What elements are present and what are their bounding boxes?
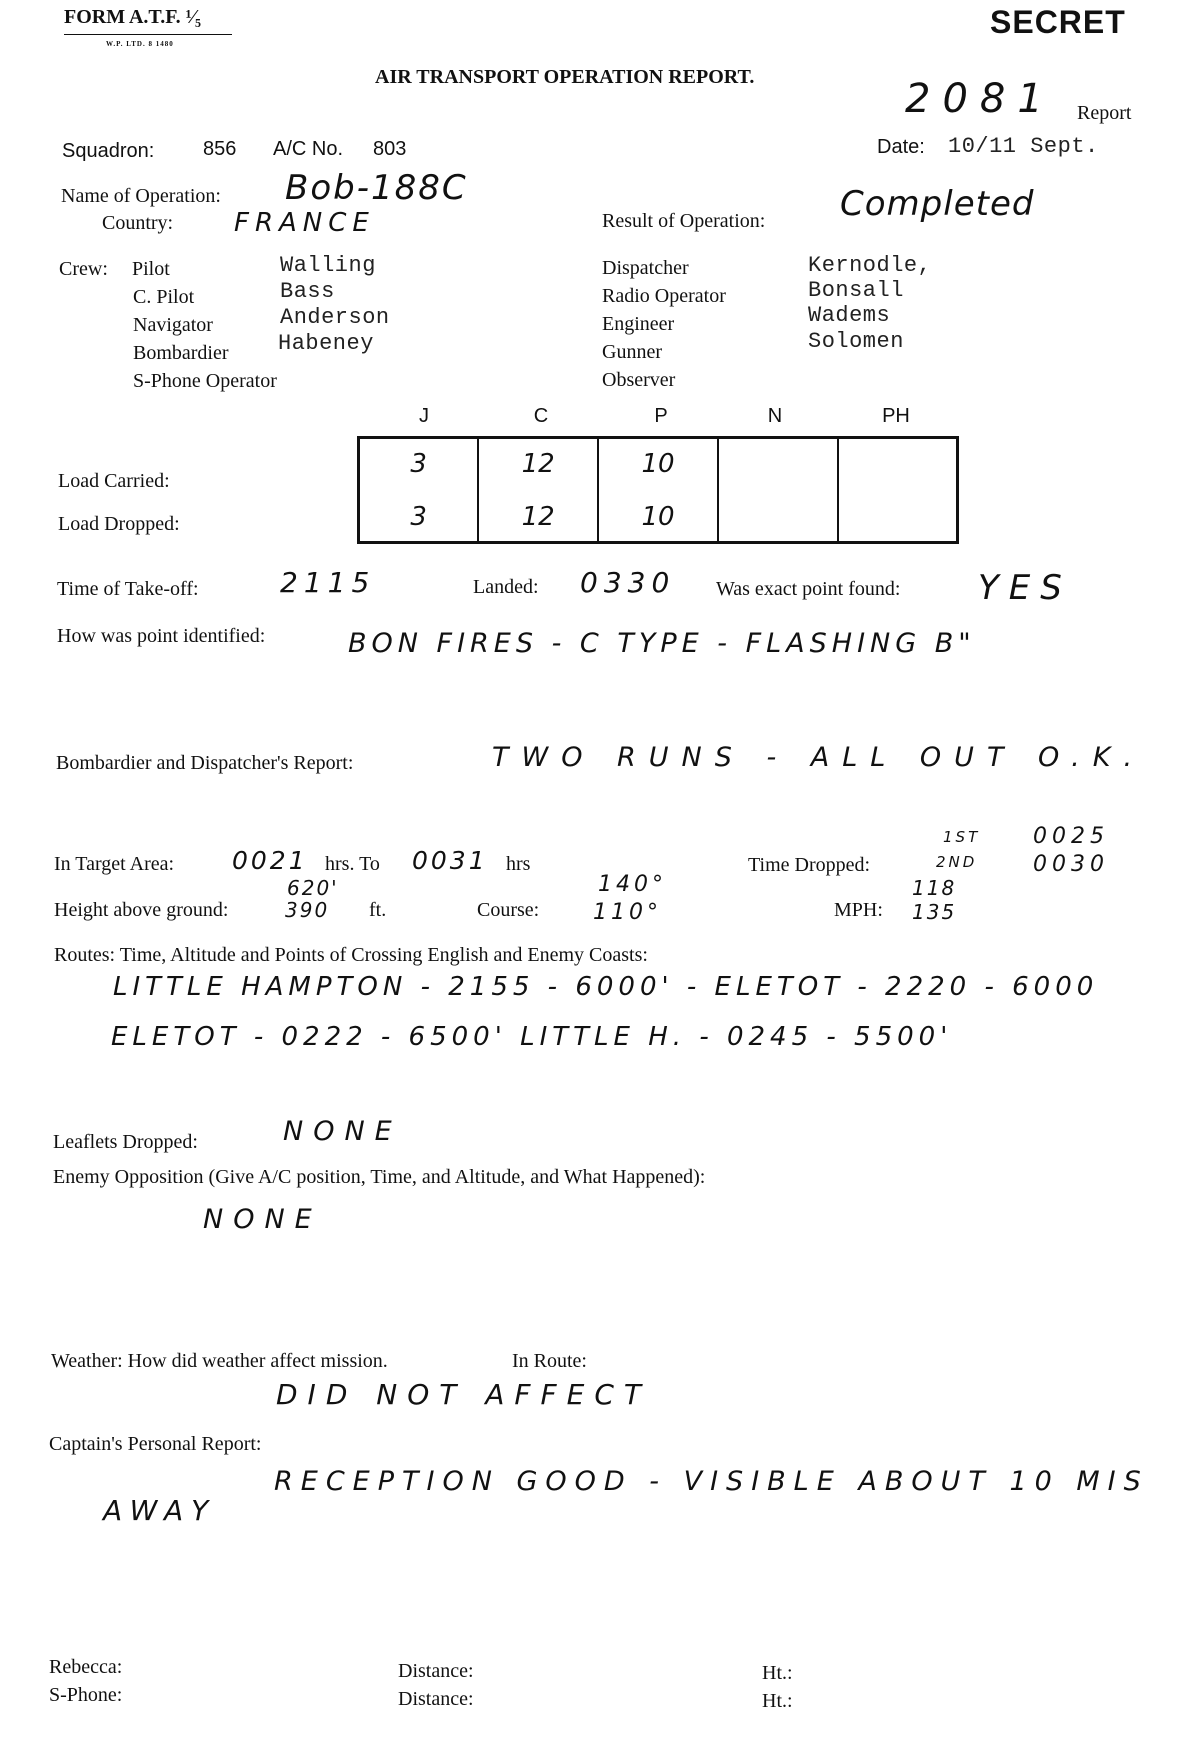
load-cell-ph bbox=[838, 438, 958, 543]
captain-report-line-2: AWAY bbox=[103, 1494, 217, 1527]
load-dropped-ph bbox=[839, 489, 956, 539]
takeoff-label: Time of Take-off: bbox=[57, 578, 199, 600]
crew-name-radio: Bonsall bbox=[808, 278, 904, 303]
load-col-n: N bbox=[767, 405, 783, 427]
form-printer-mark: W.P. LTD. 8 1480 bbox=[106, 40, 174, 48]
load-dropped-label: Load Dropped: bbox=[58, 513, 180, 535]
mph-label: MPH: bbox=[834, 899, 883, 921]
load-carried-n bbox=[719, 439, 837, 489]
crew-label: Crew: bbox=[59, 258, 108, 280]
crew-name-dispatcher: Kernodle, bbox=[808, 253, 932, 278]
ac-number-value: 803 bbox=[373, 138, 407, 160]
course-value-1: 140° bbox=[598, 872, 667, 897]
crew-name-gunner: Solomen bbox=[808, 329, 904, 354]
enemy-opposition-label: Enemy Opposition (Give A/C position, Time, and Altitude, and What Happened): bbox=[53, 1166, 706, 1188]
target-hrs-label: hrs bbox=[506, 853, 531, 875]
weather-value: DID NOT AFFECT bbox=[276, 1378, 651, 1411]
report-number: 2081 bbox=[905, 76, 1055, 122]
load-carried-c: 12 bbox=[521, 449, 555, 479]
load-dropped-n bbox=[719, 489, 837, 539]
target-area-label: In Target Area: bbox=[54, 853, 175, 875]
captain-report-label: Captain's Personal Report: bbox=[49, 1433, 262, 1455]
weather-label: Weather: How did weather affect mission. bbox=[51, 1350, 388, 1372]
load-carried-label: Load Carried: bbox=[58, 470, 170, 492]
crew-role-pilot: Pilot bbox=[132, 258, 170, 280]
crew-name-navigator: Anderson bbox=[280, 305, 390, 330]
crew-role-gunner: Gunner bbox=[602, 341, 662, 363]
crew-role-copilot: C. Pilot bbox=[133, 286, 195, 308]
bombardier-report-label: Bombardier and Dispatcher's Report: bbox=[56, 752, 354, 774]
date-value: 10/11 Sept. bbox=[948, 134, 1099, 159]
crew-name-copilot: Bass bbox=[280, 279, 335, 304]
routes-line-2: ELETOT - 0222 - 6500' LITTLE H. - 0245 - 5500' bbox=[111, 1022, 953, 1052]
ac-number-label: A/C No. bbox=[273, 138, 344, 160]
report-label: Report bbox=[1077, 102, 1132, 124]
drop2-time: 0030 bbox=[1033, 852, 1109, 877]
classification-mark: SECRET bbox=[990, 4, 1126, 40]
country-label: Country: bbox=[102, 212, 174, 234]
time-dropped-label: Time Dropped: bbox=[748, 854, 871, 876]
squadron-value: 856 bbox=[203, 138, 237, 160]
crew-name-bombardier: Habeney bbox=[278, 331, 374, 356]
enemy-opposition-value: NONE bbox=[203, 1204, 322, 1235]
bombardier-report-value: TWO RUNS - ALL OUT O.K. bbox=[492, 742, 1146, 773]
load-dropped-c: 12 bbox=[521, 502, 555, 532]
result-value: Completed bbox=[840, 184, 1035, 224]
sphone-label: S-Phone: bbox=[49, 1684, 123, 1706]
crew-role-navigator: Navigator bbox=[133, 314, 213, 336]
country-value: FRANCE bbox=[234, 208, 375, 238]
load-cell-c bbox=[478, 438, 598, 543]
routes-label: Routes: Time, Altitude and Points of Crossing English and Enemy Coasts: bbox=[54, 944, 648, 966]
crew-role-observer: Observer bbox=[602, 369, 676, 391]
load-cell-j bbox=[359, 438, 479, 543]
mph-value-1: 118 bbox=[912, 876, 957, 900]
load-dropped-p: 10 bbox=[641, 502, 675, 532]
exact-point-value: YES bbox=[978, 568, 1072, 608]
load-col-p: P bbox=[654, 405, 668, 427]
rebecca-height-label: Ht.: bbox=[762, 1662, 793, 1684]
leaflets-value: NONE bbox=[283, 1116, 402, 1147]
target-hrs-to-label: hrs. To bbox=[325, 853, 380, 875]
crew-role-bombardier: Bombardier bbox=[133, 342, 229, 364]
target-area-to: 0031 bbox=[412, 846, 488, 875]
form-id: FORM A.T.F. ¹⁄₅ bbox=[64, 6, 202, 28]
load-table bbox=[357, 436, 959, 544]
load-carried-ph bbox=[839, 439, 956, 489]
rebecca-distance-label: Distance: bbox=[398, 1660, 474, 1682]
operation-name-value: Bob-188C bbox=[285, 168, 468, 208]
sphone-height-label: Ht.: bbox=[762, 1690, 793, 1712]
height-value-2: 390 bbox=[285, 898, 330, 922]
load-cell-p bbox=[598, 438, 718, 543]
load-col-c: C bbox=[533, 405, 549, 427]
sphone-distance-label: Distance: bbox=[398, 1688, 474, 1710]
crew-role-radio: Radio Operator bbox=[602, 285, 726, 307]
crew-role-sphone: S-Phone Operator bbox=[133, 370, 277, 392]
captain-report-line-1: RECEPTION GOOD - VISIBLE ABOUT 10 MIS bbox=[274, 1466, 1149, 1497]
load-col-ph: PH bbox=[882, 405, 910, 427]
identified-value: BON FIRES - C TYPE - FLASHING B" bbox=[348, 628, 976, 659]
identified-label: How was point identified: bbox=[57, 625, 266, 647]
weather-route-label: In Route: bbox=[512, 1350, 587, 1372]
load-col-j: J bbox=[419, 405, 429, 427]
landed-value: 0330 bbox=[580, 566, 676, 599]
exact-point-label: Was exact point found: bbox=[716, 578, 901, 600]
load-carried-p: 10 bbox=[641, 449, 675, 479]
mph-value-2: 135 bbox=[912, 900, 957, 924]
drop1-time: 0025 bbox=[1033, 824, 1109, 849]
crew-name-pilot: Walling bbox=[280, 253, 376, 278]
leaflets-label: Leaflets Dropped: bbox=[53, 1131, 198, 1153]
load-carried-j: 3 bbox=[410, 449, 427, 479]
routes-line-1: LITTLE HAMPTON - 2155 - 6000' - ELETOT - 2220 - 6000 bbox=[113, 972, 1099, 1002]
report-title: AIR TRANSPORT OPERATION REPORT. bbox=[375, 66, 755, 88]
height-ft-label: ft. bbox=[369, 899, 387, 921]
course-value-2: 110° bbox=[593, 900, 662, 925]
crew-name-engineer: Wadems bbox=[808, 303, 891, 328]
date-label: Date: bbox=[877, 136, 925, 158]
height-value-1: 620' bbox=[287, 876, 339, 900]
rebecca-label: Rebecca: bbox=[49, 1656, 123, 1678]
operation-name-label: Name of Operation: bbox=[61, 185, 221, 207]
squadron-label: Squadron: bbox=[62, 140, 155, 162]
crew-role-dispatcher: Dispatcher bbox=[602, 257, 689, 279]
crew-role-engineer: Engineer bbox=[602, 313, 675, 335]
target-area-from: 0021 bbox=[232, 846, 308, 875]
drop1-tag: 1ST bbox=[943, 828, 981, 846]
height-label: Height above ground: bbox=[54, 899, 229, 921]
takeoff-value: 2115 bbox=[280, 566, 376, 599]
landed-label: Landed: bbox=[473, 576, 539, 598]
result-label: Result of Operation: bbox=[602, 210, 766, 232]
course-label: Course: bbox=[477, 899, 540, 921]
load-dropped-j: 3 bbox=[410, 502, 427, 532]
drop2-tag: 2ND bbox=[936, 853, 978, 871]
form-id-rule bbox=[64, 34, 232, 35]
load-cell-n bbox=[718, 438, 838, 543]
